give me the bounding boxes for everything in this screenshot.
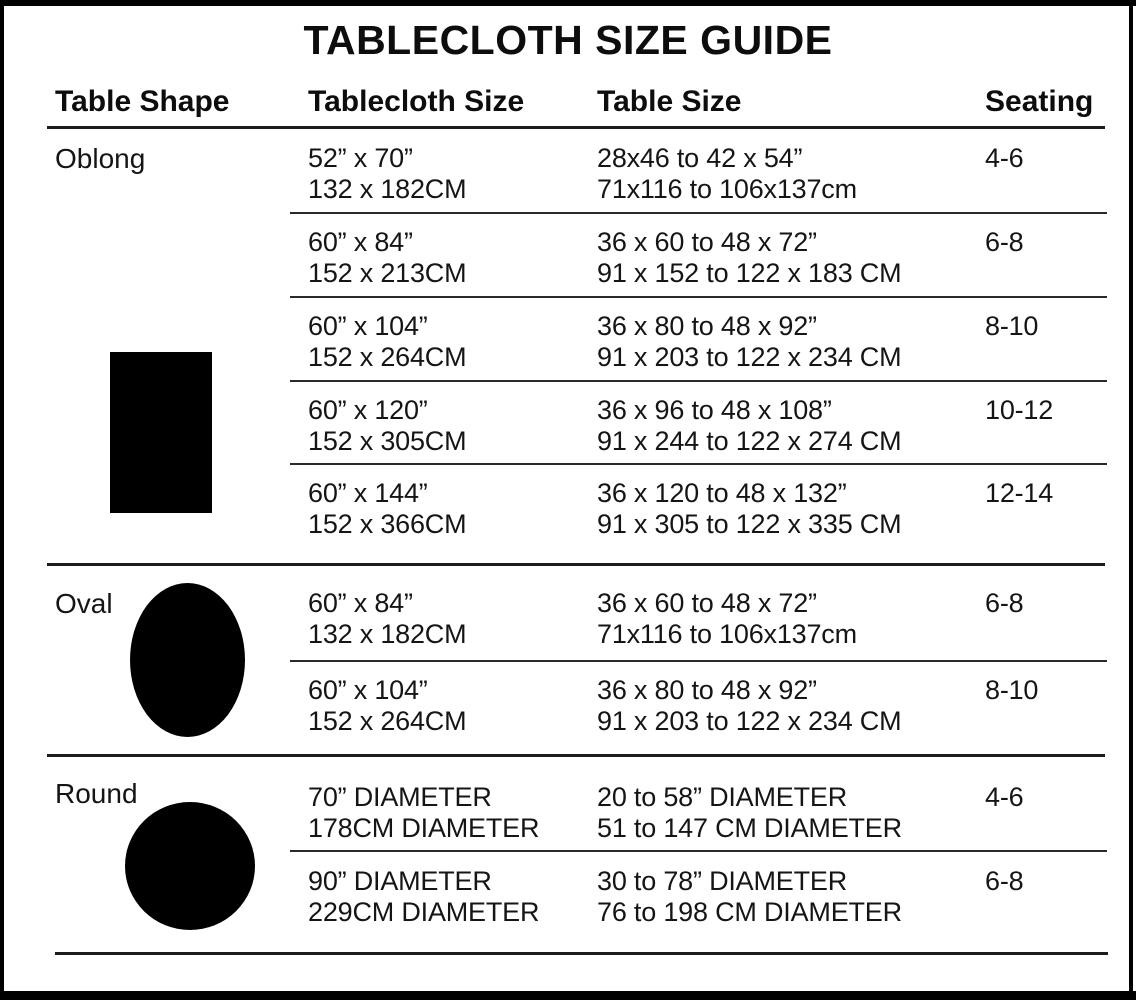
cell-tablecloth-size bbox=[308, 478, 466, 540]
tablecloth-size-inches: 60” x 144” bbox=[308, 478, 428, 508]
row-divider bbox=[290, 660, 1107, 662]
column-header-table-size: Table Size bbox=[597, 85, 742, 118]
cell-table-size bbox=[597, 588, 857, 650]
tablecloth-size-inches: 60” x 104” bbox=[308, 675, 428, 705]
circle-shape-icon bbox=[125, 802, 255, 930]
cell-table-size bbox=[597, 478, 901, 540]
cell-seating: 10-12 bbox=[985, 395, 1054, 425]
row-divider bbox=[290, 296, 1107, 298]
cell-tablecloth-size bbox=[308, 866, 539, 928]
table-size-inches: 36 x 120 to 48 x 132” bbox=[597, 478, 847, 508]
cell-seating: 4-6 bbox=[985, 782, 1024, 812]
cell-tablecloth-size bbox=[308, 227, 466, 289]
tablecloth-size-cm: 152 x 305CM bbox=[308, 426, 467, 456]
tablecloth-size-cm: 229CM DIAMETER bbox=[308, 897, 540, 927]
cell-table-size bbox=[597, 143, 857, 205]
row-divider bbox=[290, 380, 1107, 382]
cell-table-size bbox=[597, 227, 901, 289]
cell-table-size bbox=[597, 782, 902, 844]
frame-border-right bbox=[1129, 0, 1133, 1000]
cell-table-size bbox=[597, 395, 901, 457]
table-size-inches: 36 x 80 to 48 x 92” bbox=[597, 675, 817, 705]
column-header-seating: Seating bbox=[985, 85, 1094, 118]
cell-seating: 12-14 bbox=[985, 478, 1054, 508]
tablecloth-size-cm: 152 x 264CM bbox=[308, 706, 467, 736]
cell-seating: 6-8 bbox=[985, 227, 1024, 257]
cell-tablecloth-size bbox=[308, 395, 466, 457]
cell-seating: 8-10 bbox=[985, 675, 1039, 705]
tablecloth-size-inches: 70” DIAMETER bbox=[308, 782, 492, 812]
tablecloth-size-inches: 60” x 104” bbox=[308, 311, 428, 341]
header-underline bbox=[47, 126, 1105, 129]
table-size-inches: 28x46 to 42 x 54” bbox=[597, 143, 803, 173]
row-divider bbox=[290, 850, 1107, 852]
tablecloth-size-cm: 152 x 213CM bbox=[308, 258, 467, 288]
table-size-cm: 71x116 to 106x137cm bbox=[597, 174, 857, 204]
section-divider bbox=[47, 563, 1105, 566]
table-size-inches: 30 to 78” DIAMETER bbox=[597, 866, 847, 896]
tablecloth-size-inches: 60” x 120” bbox=[308, 395, 428, 425]
tablecloth-size-cm: 132 x 182CM bbox=[308, 174, 467, 204]
cell-table-size bbox=[597, 866, 902, 928]
frame-border-left bbox=[0, 0, 4, 1000]
section-divider bbox=[47, 754, 1105, 757]
page-title: TABLECLOTH SIZE GUIDE bbox=[303, 17, 833, 63]
table-size-inches: 20 to 58” DIAMETER bbox=[597, 782, 847, 812]
frame-border-bottom bbox=[0, 991, 1136, 1000]
cell-tablecloth-size bbox=[308, 588, 466, 650]
tablecloth-size-cm: 152 x 264CM bbox=[308, 342, 467, 372]
table-size-cm: 76 to 198 CM DIAMETER bbox=[597, 897, 902, 927]
tablecloth-size-cm: 152 x 366CM bbox=[308, 509, 467, 539]
table-size-cm: 91 x 152 to 122 x 183 CM bbox=[597, 258, 902, 288]
table-size-cm: 71x116 to 106x137cm bbox=[597, 619, 857, 649]
tablecloth-size-inches: 60” x 84” bbox=[308, 588, 413, 618]
cell-tablecloth-size bbox=[308, 782, 539, 844]
bottom-rule bbox=[55, 952, 1108, 955]
cell-seating: 6-8 bbox=[985, 866, 1024, 896]
table-size-inches: 36 x 96 to 48 x 108” bbox=[597, 395, 832, 425]
section-label-oblong: Oblong bbox=[55, 143, 146, 174]
rectangle-shape-icon bbox=[110, 352, 212, 513]
cell-tablecloth-size bbox=[308, 311, 466, 373]
row-divider bbox=[290, 212, 1107, 214]
tablecloth-size-cm: 178CM DIAMETER bbox=[308, 813, 540, 843]
table-size-cm: 91 x 203 to 122 x 234 CM bbox=[597, 342, 902, 372]
cell-table-size bbox=[597, 311, 901, 373]
table-size-cm: 51 to 147 CM DIAMETER bbox=[597, 813, 902, 843]
cell-seating: 8-10 bbox=[985, 311, 1039, 341]
cell-seating: 6-8 bbox=[985, 588, 1024, 618]
section-label-oval: Oval bbox=[55, 588, 113, 619]
frame-border-top bbox=[0, 0, 1136, 6]
table-size-inches: 36 x 60 to 48 x 72” bbox=[597, 227, 817, 257]
row-divider bbox=[290, 463, 1107, 465]
column-header-table-shape: Table Shape bbox=[55, 85, 230, 118]
tablecloth-size-inches: 60” x 84” bbox=[308, 227, 413, 257]
table-size-inches: 36 x 80 to 48 x 92” bbox=[597, 311, 817, 341]
cell-table-size bbox=[597, 675, 901, 737]
section-label-round: Round bbox=[55, 778, 138, 809]
column-header-tablecloth-size: Tablecloth Size bbox=[308, 85, 525, 118]
tablecloth-size-inches: 52” x 70” bbox=[308, 143, 413, 173]
table-size-cm: 91 x 203 to 122 x 234 CM bbox=[597, 706, 902, 736]
table-size-cm: 91 x 305 to 122 x 335 CM bbox=[597, 509, 902, 539]
cell-tablecloth-size bbox=[308, 675, 466, 737]
oval-shape-icon bbox=[130, 583, 245, 737]
tablecloth-size-cm: 132 x 182CM bbox=[308, 619, 467, 649]
table-size-cm: 91 x 244 to 122 x 274 CM bbox=[597, 426, 902, 456]
cell-seating: 4-6 bbox=[985, 143, 1024, 173]
table-size-inches: 36 x 60 to 48 x 72” bbox=[597, 588, 817, 618]
tablecloth-size-inches: 90” DIAMETER bbox=[308, 866, 492, 896]
cell-tablecloth-size bbox=[308, 143, 466, 205]
